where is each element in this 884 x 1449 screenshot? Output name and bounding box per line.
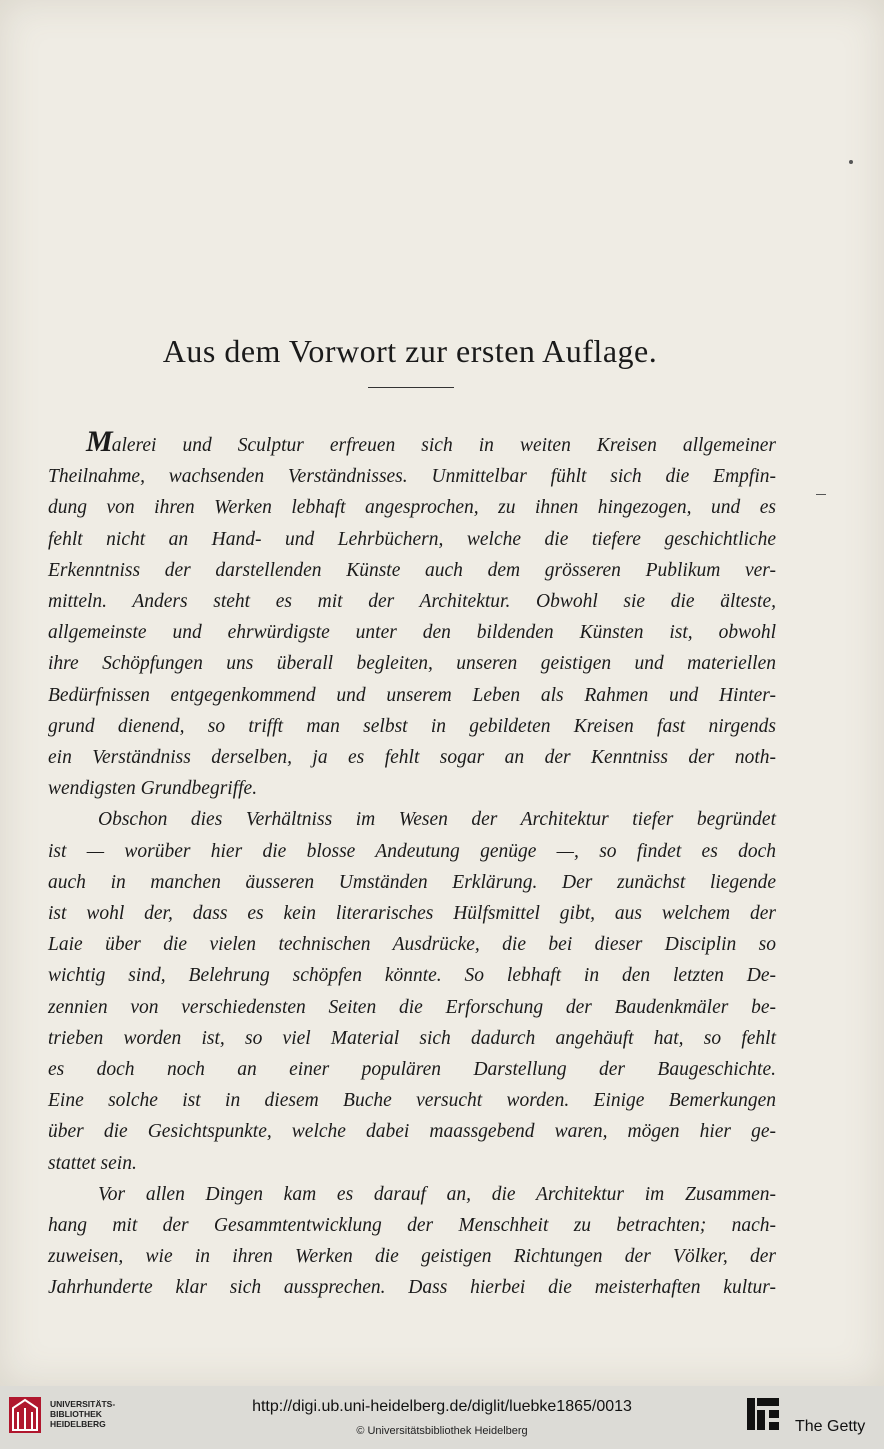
text-line: ist — worüber hier die blosse Andeutung genüge —, so findet es doch	[48, 840, 776, 862]
drop-cap: M	[86, 425, 112, 458]
text-line: ein Verständniss derselben, ja es fehlt sogar an der Kenntniss der noth-	[48, 747, 776, 769]
text-line: Eine solche ist in diesem Buche versucht worden. Einige Bemerkungen	[48, 1090, 776, 1112]
paragraph-1	[48, 426, 776, 804]
text-line: auch in manchen äusseren Umständen Erklärung. Der zunächst liegende	[48, 871, 776, 893]
page-title: Aus dem Vorwort zur ersten Auflage.	[162, 333, 658, 369]
text-line: dung von ihren Werken lebhaft angesprochen, zu ihnen hingezogen, und es	[48, 497, 776, 519]
text-line: Laie über die vielen technischen Ausdrücke, die bei dieser Disciplin so	[48, 934, 776, 956]
text-line: Vor allen Dingen kam es darauf an, die Architektur im Zusammen-	[98, 1183, 776, 1205]
text-line: Malerei und Sculptur erfreuen sich in weiten Kreisen allgemeiner	[86, 425, 776, 458]
text-line: zuweisen, wie in ihren Werken die geistigen Richtungen der Völker, der	[48, 1246, 776, 1268]
copyright-notice: © Universitätsbibliothek Heidelberg	[356, 1425, 528, 1437]
text-line: wichtig sind, Belehrung schöpfen könnte. So lebhaft in den letzten De-	[48, 965, 776, 987]
library-name: UNIVERSITÄTS- BIBLIOTHEK HEIDELBERG	[50, 1399, 116, 1429]
text-line: über die Gesichtspunkte, welche dabei maassgebend waren, mögen hier ge-	[48, 1121, 776, 1143]
text-line: grund dienend, so trifft man selbst in gebildeten Kreisen fast nirgends	[48, 715, 776, 737]
text-line: Jahrhunderte klar sich aussprechen. Dass hierbei die meisterhaften kultur-	[48, 1277, 776, 1299]
paper-mark	[816, 494, 826, 495]
title-rule	[368, 387, 454, 388]
body-text	[48, 426, 776, 1304]
getty-label: The Getty	[795, 1418, 866, 1435]
paragraph-3	[48, 1179, 776, 1304]
getty-logo-icon	[745, 1396, 781, 1432]
paper-speck	[849, 160, 853, 164]
text-line: zennien von verschiedensten Seiten die Erforschung der Baudenkmäler be-	[48, 996, 776, 1018]
text-line: hang mit der Gesammtentwicklung der Menschheit zu betrachten; nach-	[48, 1215, 776, 1237]
text-line: Theilnahme, wachsenden Verständnisses. Unmittelbar fühlt sich die Empfin-	[48, 466, 776, 488]
paragraph-2	[48, 804, 776, 1178]
text-line: Erkenntniss der darstellenden Künste auch dem grösseren Publikum ver-	[48, 559, 776, 581]
text-line: ihre Schöpfungen uns überall begleiten, unseren geistigen und materiellen	[48, 653, 776, 675]
text-line: trieben worden ist, so viel Material sich dadurch angehäuft hat, so fehlt	[48, 1027, 776, 1049]
text-line: stattet sein.	[48, 1152, 137, 1174]
text-line: Obschon dies Verhältniss im Wesen der Architektur tiefer begründet	[98, 809, 776, 831]
text-line: allgemeinste und ehrwürdigste unter den bildenden Künsten ist, obwohl	[48, 622, 776, 644]
text-line: wendigsten Grundbegriffe.	[48, 778, 258, 800]
permalink-url[interactable]: http://digi.ub.uni-heidelberg.de/diglit/luebke1865/0013	[252, 1398, 632, 1415]
text-line: es doch noch an einer populären Darstellung der Baugeschichte.	[48, 1059, 776, 1081]
text-line: Bedürfnissen entgegenkommend und unserem Leben als Rahmen und Hinter-	[48, 684, 776, 706]
text-line: ist wohl der, dass es kein literarisches Hülfsmittel gibt, aus welchem der	[48, 903, 776, 925]
text-line: fehlt nicht an Hand- und Lehrbüchern, welche die tiefere geschichtliche	[48, 528, 776, 550]
text-line: mitteln. Anders steht es mit der Architektur. Obwohl sie die älteste,	[48, 591, 776, 613]
